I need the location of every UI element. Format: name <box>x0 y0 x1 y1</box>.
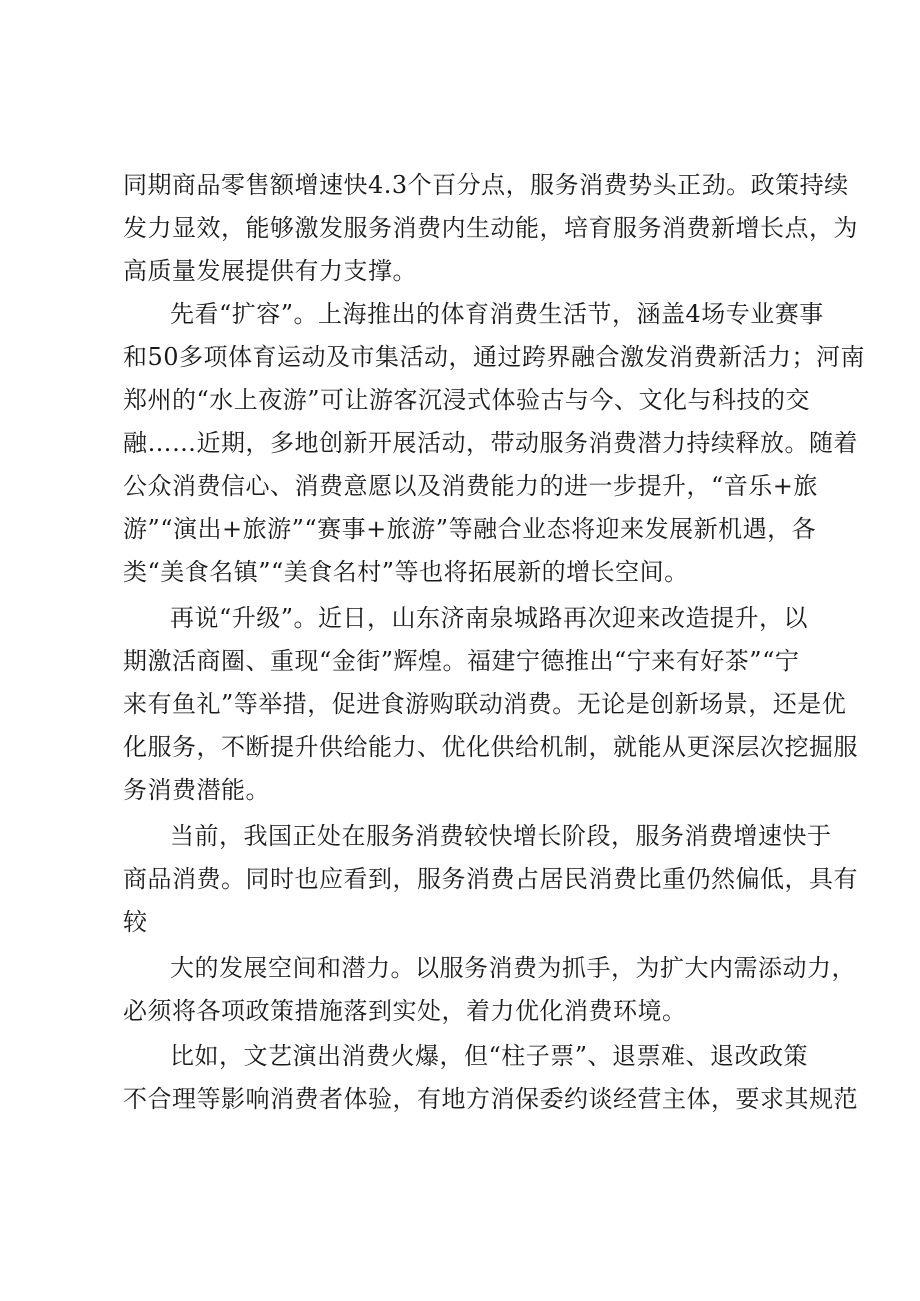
text-line: 务消费潜能。 <box>123 776 270 804</box>
text-line: 较 <box>123 908 148 936</box>
text-line: 期激活商圈、重现“金街”辉煌。福建宁德推出“宁来有好茶”“宁 <box>123 647 800 675</box>
text-line: 发力显效，能够激发服务消费内生动能，培育服务消费新增长点，为 <box>123 214 858 242</box>
text-line: 必须将各项政策措施落到实处，着力优化消费环境。 <box>123 997 687 1025</box>
text-line: 化服务，不断提升供给能力、优化供给机制，就能从更深层次挖掘服 <box>123 733 858 761</box>
paragraph-start-line: 当前，我国正处在服务消费较快增长阶段，服务消费增速快于 <box>170 822 832 850</box>
text-line: 游”“演出+旅游”“赛事+旅游”等融合业态将迎来发展新机遇，各 <box>123 515 817 543</box>
text-line: 高质量发展提供有力支撑。 <box>123 257 417 285</box>
text-line: 融……近期，多地创新开展活动，带动服务消费潜力持续释放。随着 <box>123 429 858 457</box>
text-line: 不合理等影响消费者体验，有地方消保委约谈经营主体，要求其规范 <box>123 1085 858 1113</box>
paragraph-start-line: 再说“升级”。近日，山东济南泉城路再次迎来改造提升，以 <box>170 604 809 632</box>
text-line: 郑州的“水上夜游”可让游客沉浸式体验古与今、文化与科技的交 <box>123 386 811 414</box>
text-line: 同期商品零售额增速快4.3个百分点，服务消费势头正劲。政策持续 <box>123 171 849 199</box>
paragraph-start-line: 大的发展空间和潜力。以服务消费为抓手，为扩大内需添动力， <box>170 954 856 982</box>
text-line: 和50多项体育运动及市集活动，通过跨界融合激发消费新活力；河南 <box>123 343 866 371</box>
text-line: 类“美食名镇”“美食名村”等也将拓展新的增长空间。 <box>123 558 689 586</box>
text-line: 来有鱼礼”等举措，促进食游购联动消费。无论是创新场景，还是优 <box>123 690 847 718</box>
text-line: 公众消费信心、消费意愿以及消费能力的进一步提升，“音乐+旅 <box>123 472 818 500</box>
paragraph-start-line: 比如，文艺演出消费火爆，但“柱子票”、退票难、退改政策 <box>170 1042 809 1070</box>
text-line: 商品消费。同时也应看到，服务消费占居民消费比重仍然偏低，具有 <box>123 865 858 893</box>
paragraph-start-line: 先看“扩容”。上海推出的体育消费生活节，涵盖4场专业赛事 <box>170 300 824 328</box>
